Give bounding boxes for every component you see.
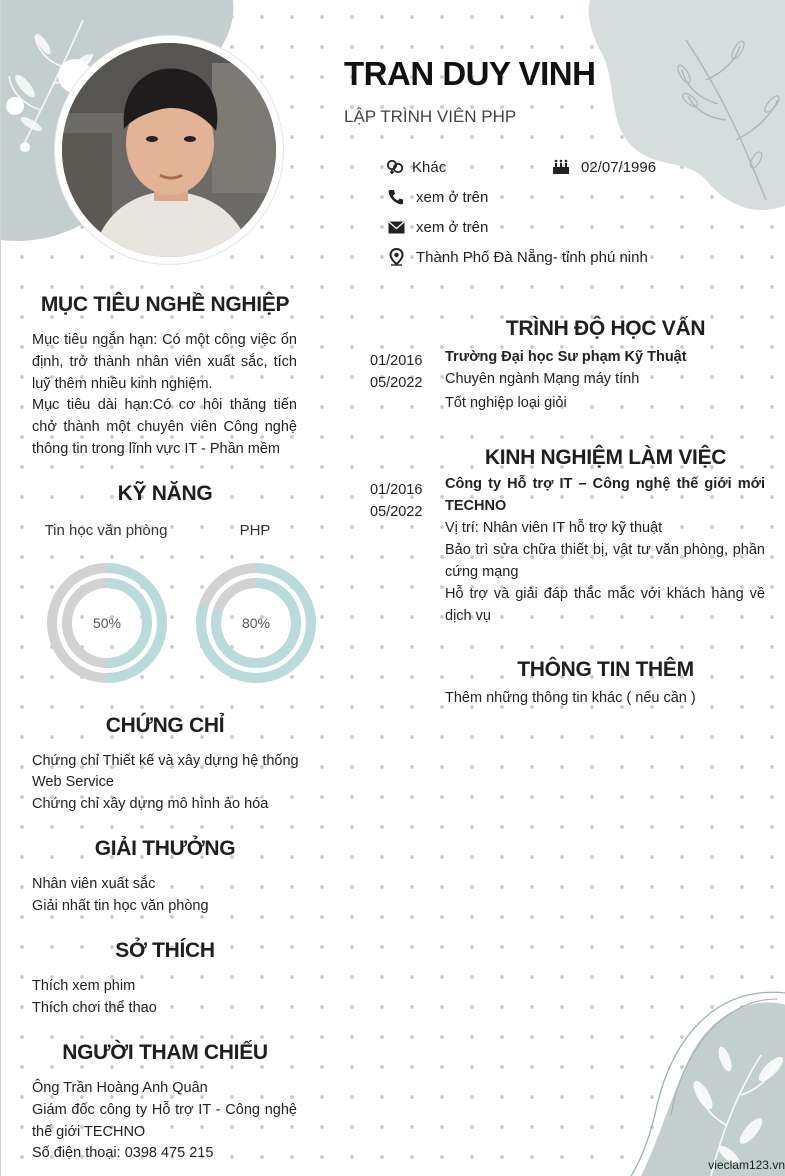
experience-position: Vị trí: Nhân viên IT hỗ trợ kỹ thuật	[445, 520, 663, 536]
phone-value: xem ở trên	[416, 188, 489, 206]
hobby-line-1: Thích xem phim	[32, 978, 136, 994]
contact-address	[386, 248, 648, 266]
skill-ring-1	[52, 568, 162, 678]
experience-duty-1: Bảo trì sửa chữa thiết bị, vật tư văn phòng, phần cứng mạng	[445, 542, 765, 580]
experience-end-date: 05/2022	[370, 504, 423, 520]
skills-title: KỸ NĂNG	[117, 482, 213, 505]
education-title: TRÌNH ĐỘ HỌC VẤN	[505, 317, 706, 340]
objective-title: MỤC TIÊU NGHỀ NGHIỆP	[40, 293, 290, 316]
hobby-line-2: Thích chơi thể thao	[32, 1000, 157, 1016]
experience-duty-2: Hỗ trợ và giải đáp thắc mắc với khách hàng về dịch vụ	[445, 586, 765, 624]
extra-info-title: THÔNG TIN THÊM	[517, 658, 694, 681]
references-title: NGƯỜI THAM CHIẾU	[62, 1041, 268, 1064]
reference-phone: Số điện thoại: 0398 475 215	[32, 1145, 214, 1161]
objective-short-term: Mục tiêu ngắn hạn: Có một công việc ổn định, trở thành nhân viên xuất sắc, tích luỹ thêm nhiều kinh nghiệm.	[32, 332, 297, 392]
experience-company: Công ty Hỗ trợ IT – Công nghệ thế giới mới TECHNO	[445, 476, 765, 514]
phone-icon	[386, 188, 406, 206]
experience-title: KINH NGHIỆM LÀM VIỆC	[484, 446, 727, 469]
certificate-line-2: Web Service	[32, 774, 114, 790]
contact-phone	[386, 188, 488, 206]
skill-ring-2	[201, 568, 311, 678]
candidate-role: LẬP TRÌNH VIÊN PHP	[344, 107, 517, 126]
reference-name: Ông Trần Hoàng Anh Quân	[32, 1080, 208, 1096]
skill-name-php: PHP	[239, 522, 271, 539]
award-line-1: Nhân viên xuất sắc	[32, 876, 156, 892]
certificate-line-1: Chứng chỉ Thiết kế và xây dựng hệ thống	[32, 753, 299, 769]
address-value: Thành Phố Đà Nẵng- tỉnh phú ninh	[416, 248, 648, 266]
experience-start-date: 01/2016	[370, 482, 423, 498]
bottom-right-blob-decoration	[601, 985, 785, 1176]
award-line-2: Giải nhất tin học văn phòng	[32, 898, 209, 914]
education-start-date: 01/2016	[370, 353, 423, 369]
awards-title: GIẢI THƯỞNG	[94, 837, 236, 860]
contact-gender	[386, 158, 446, 176]
contact-email	[386, 218, 488, 236]
hobbies-title: SỞ THÍCH	[115, 939, 215, 962]
email-value: xem ở trên	[416, 218, 489, 236]
objective-long-term: Mục tiêu dài hạn:Có cơ hôi thăng tiến chở thành một chuyên viên Công nghệ thông tin trong lĩnh vực IT - Phần mềm	[32, 397, 297, 457]
birthday-cake-icon	[551, 158, 571, 176]
certificate-line-3: Chứng chỉ xây dựng mô hình ảo hóa	[32, 796, 269, 812]
skill-name-office: Tin học văn phòng	[44, 522, 168, 539]
gender-icon	[386, 158, 404, 176]
education-school: Trường Đại học Sư phạm Kỹ Thuật	[445, 349, 687, 365]
reference-position: Giám đốc công ty Hỗ trợ IT - Công nghệ thế giới TECHNO	[32, 1102, 297, 1140]
candidate-name: TRAN DUY VINH	[344, 55, 596, 92]
gender-value: Khác	[412, 158, 447, 176]
education-result: Tốt nghiệp loại giỏi	[445, 395, 567, 411]
birthday-value: 02/07/1996	[581, 158, 657, 176]
contact-birthday	[551, 158, 656, 176]
top-right-blob-decoration	[586, 0, 785, 220]
site-watermark: vieclam123.vn	[708, 1158, 785, 1172]
certificates-title: CHỨNG CHỈ	[105, 714, 225, 737]
skills-chart	[31, 555, 331, 695]
avatar-frame	[55, 36, 283, 264]
map-pin-icon	[386, 248, 406, 266]
avatar-photo	[62, 43, 276, 257]
education-end-date: 05/2022	[370, 375, 423, 391]
education-major: Chuyên ngành Mạng máy tính	[445, 371, 640, 387]
skill-percent-label: 50%	[92, 615, 122, 631]
envelope-icon	[386, 218, 406, 236]
extra-info-text: Thêm những thông tin khác ( nếu cần )	[445, 690, 696, 706]
skill-percent-label: 80%	[241, 615, 271, 631]
